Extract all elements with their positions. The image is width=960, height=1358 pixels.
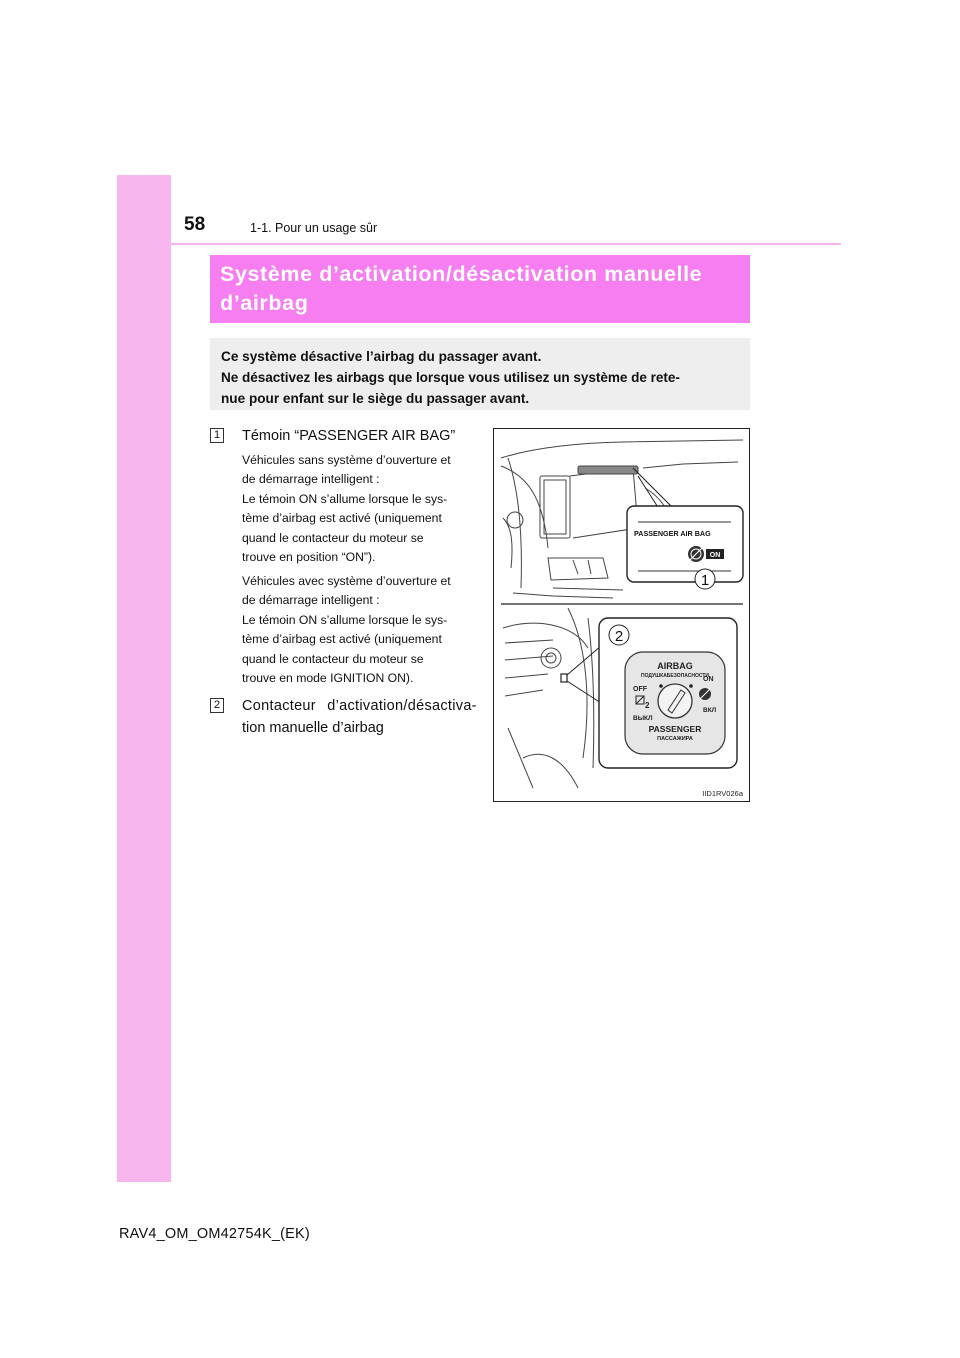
section-header: 1-1. Pour un usage sûr	[250, 221, 378, 235]
intro-line-1: Ce système désactive l’airbag du passager avant.	[221, 349, 542, 364]
title-line-1: Système d’activation/désactivation manuelle	[220, 262, 703, 286]
dashboard-illustration	[493, 428, 750, 802]
intro-line-2: Ne désactivez les airbags que lorsque vous utilisez un système de rete-	[221, 370, 680, 385]
switch-title: AIRBAG	[657, 661, 693, 671]
text-line: quand le contacteur du moteur se	[242, 530, 424, 545]
text-line: Le témoin ON s’allume lorsque le sys-	[242, 491, 448, 506]
intro-line-3: nue pour enfant sur le siège du passager avant.	[221, 391, 530, 406]
callout-1-paragraph-1	[242, 451, 478, 567]
callout-1	[210, 425, 480, 447]
switch-passenger-ru-label: ПАССАЖИРА	[657, 736, 693, 742]
text-line: tème d’airbag est activé (uniquement	[242, 632, 442, 647]
intro-box	[210, 338, 750, 410]
footer-document-code: RAV4_OM_OM42754K_(EK)	[119, 1226, 310, 1242]
callout-2-title-line-1: Contacteur d’activation/désactiva-	[242, 698, 477, 714]
figure-code: IID1RV026a	[702, 789, 743, 798]
switch-off-label: OFF	[633, 686, 647, 693]
header-rule	[117, 243, 841, 245]
callout-number-1: 1	[210, 428, 224, 443]
callout-2	[210, 695, 478, 739]
text-line: de démarrage intelligent :	[242, 472, 380, 487]
text-line: trouve en position “ON”).	[242, 550, 376, 565]
figure-callout-1: 1	[700, 572, 710, 589]
figure-callout-2: 2	[614, 628, 624, 645]
side-tab-band	[117, 175, 171, 1182]
text-line: Le témoin ON s’allume lorsque le sys-	[242, 612, 448, 627]
page-number: 58	[184, 214, 206, 235]
callout-2-title-line-2: tion manuelle d’airbag	[242, 720, 384, 736]
switch-off-ru-label: ВЫКЛ	[633, 715, 653, 722]
callout-1-title: Témoin “PASSENGER AIR BAG”	[242, 428, 456, 444]
illustration	[493, 428, 750, 802]
text-line: trouve en mode IGNITION ON).	[242, 671, 414, 686]
text-line: de démarrage intelligent :	[242, 593, 380, 608]
text-line: quand le contacteur du moteur se	[242, 651, 424, 666]
switch-title-ru: ПОДУШКАБЕЗОПАСНОСТИ	[640, 673, 710, 679]
text-line: Véhicules avec système d’ouverture et	[242, 574, 451, 588]
on-badge: ON	[709, 552, 721, 559]
title-line-2: d’airbag	[220, 291, 309, 315]
switch-on-label: ON	[703, 676, 714, 683]
switch-passenger-label: PASSENGER	[648, 724, 702, 734]
callout-1-paragraph-2	[242, 572, 478, 688]
indicator-label: PASSENGER AIR BAG	[634, 529, 711, 538]
text-line: Véhicules sans système d’ouverture et	[242, 453, 451, 467]
callout-number-2: 2	[210, 698, 224, 713]
switch-on-ru-label: ВКЛ	[703, 707, 717, 714]
text-line: tème d’airbag est activé (uniquement	[242, 511, 442, 526]
section-title	[210, 255, 750, 323]
svg-text:2: 2	[645, 701, 650, 710]
